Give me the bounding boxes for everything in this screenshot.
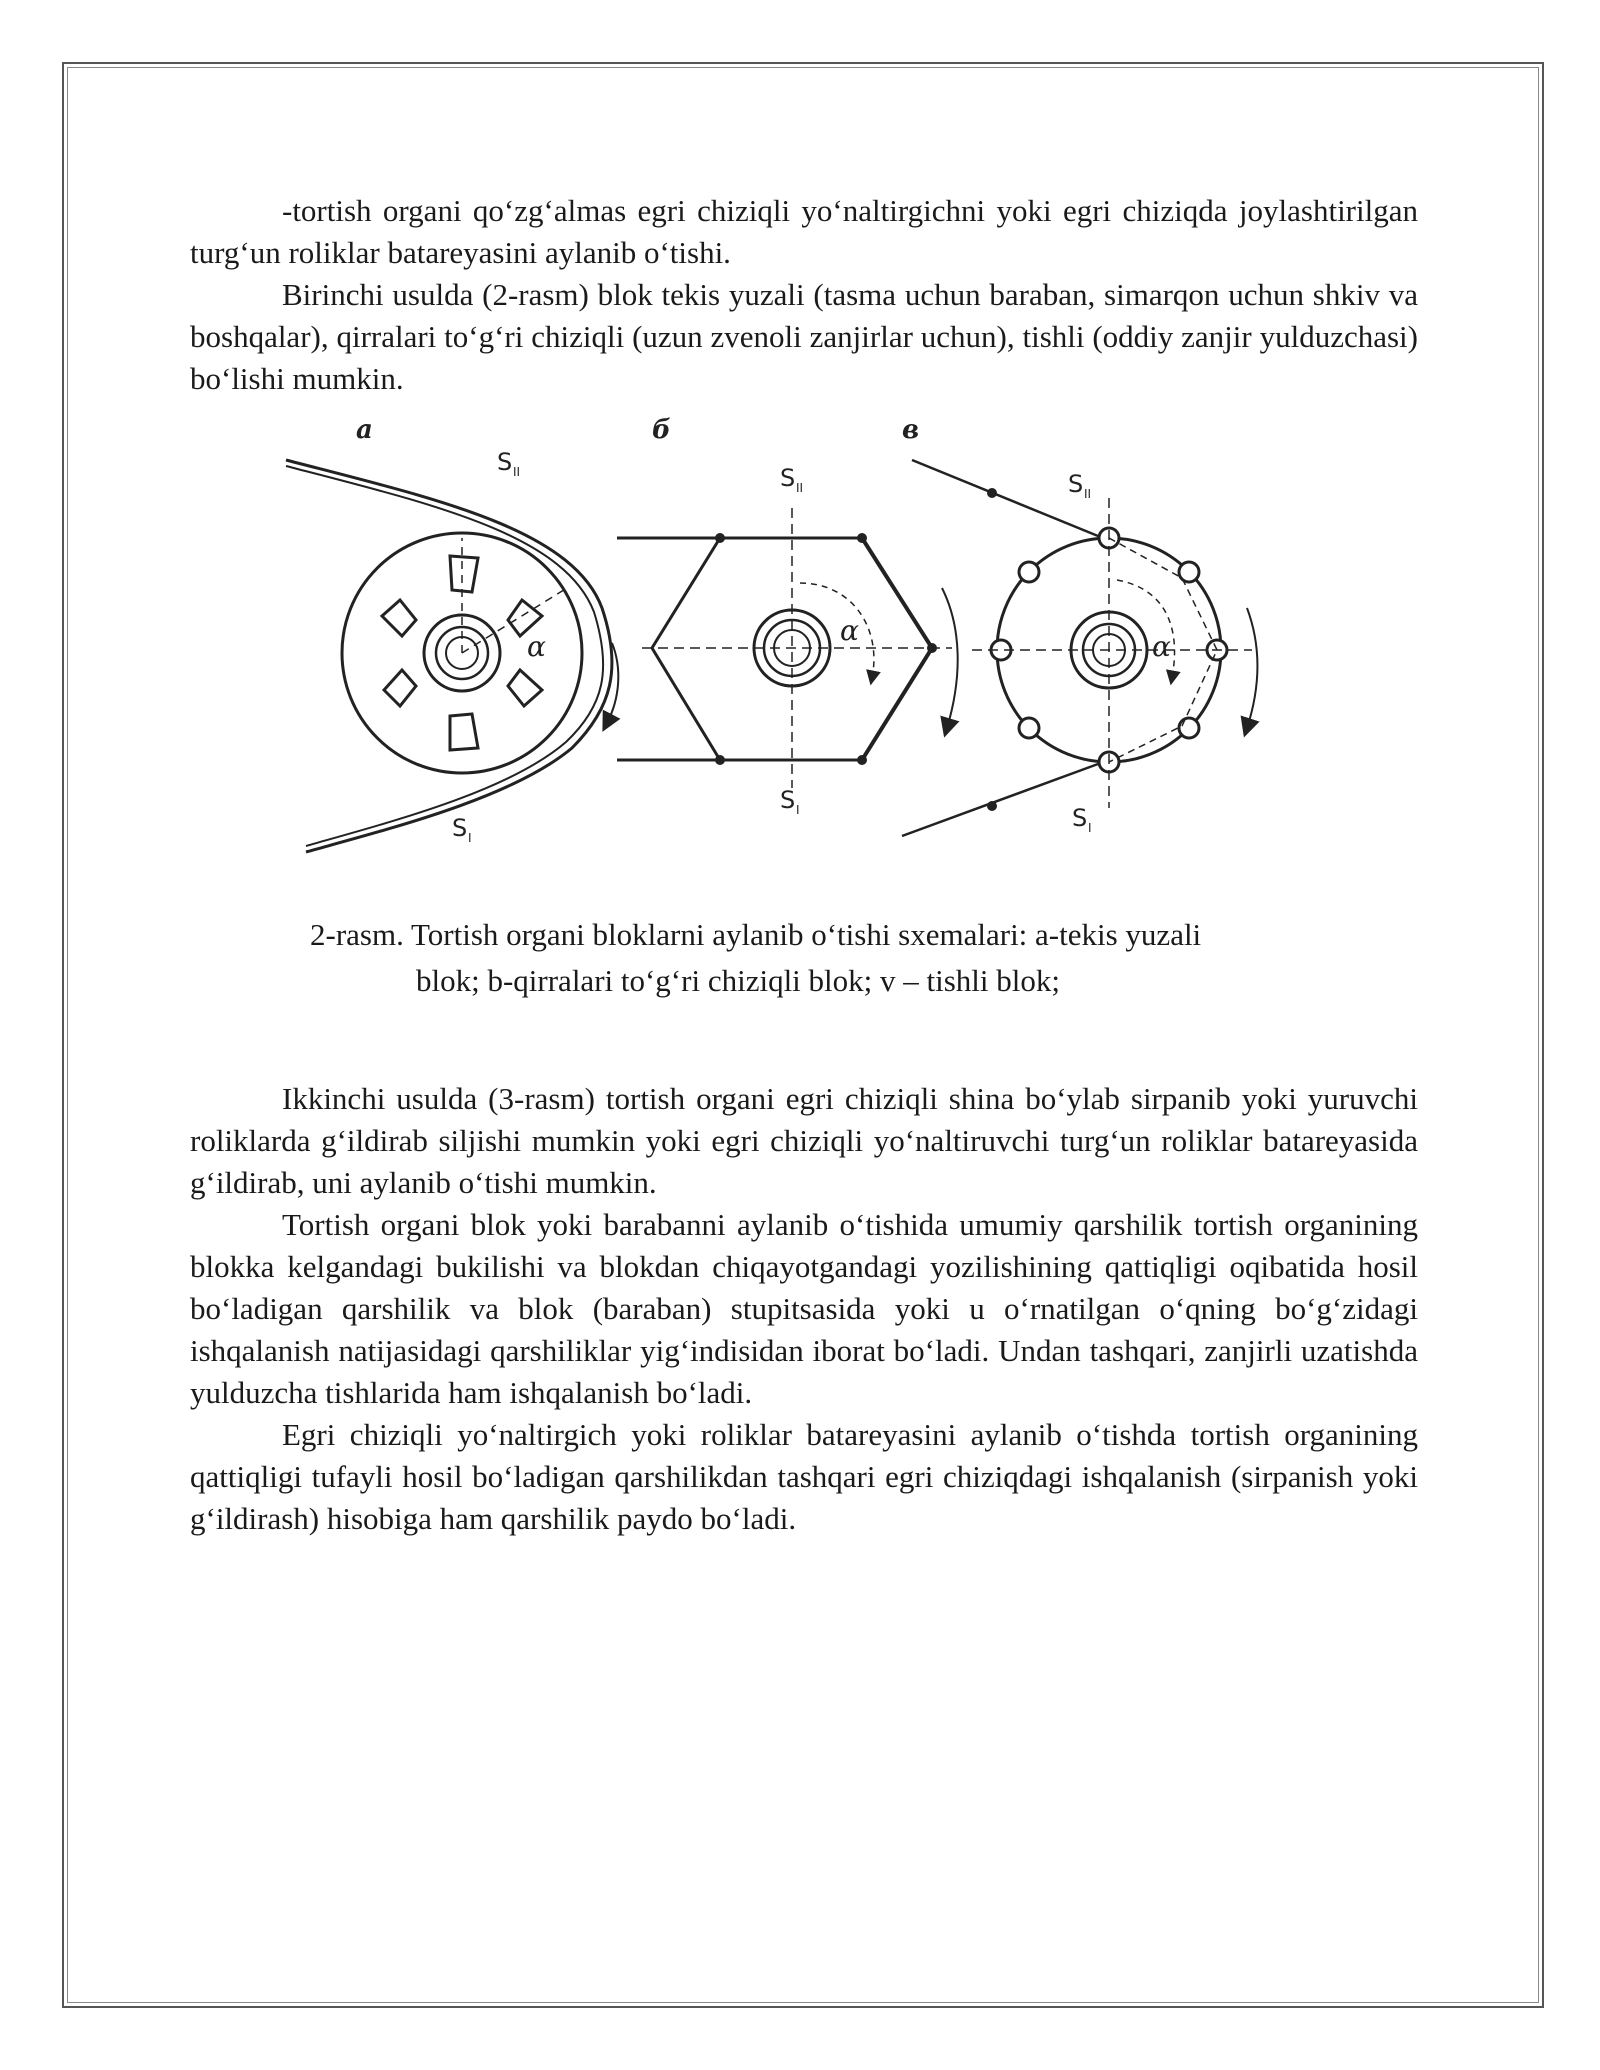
- force-sub-s2: II: [796, 481, 804, 495]
- belt-inner: [286, 466, 603, 846]
- angle-label: α: [527, 630, 546, 663]
- hexagon-block: [652, 538, 932, 760]
- figure-2: [272, 408, 1322, 868]
- chain-bottom: [902, 764, 1098, 836]
- figure-caption: [190, 912, 1418, 1004]
- angle-label: α: [840, 614, 859, 647]
- paragraph: Tortish organi blok yoki barabanni aylanib o‘tishida umumiy qarshilik tortish organining blokka kelgandagi bukilishi va blokdan chiqayotgandagi yozilishining qattiqligi oqibatida hosil bo‘ladigan qarshilik va blok (baraban) stupitsasida yoki u o‘rnatilgan o‘qning bo‘g‘zidagi ishqalanish natijasidagi qarshiliklar yig‘indisidan iborat bo‘ladi. Undan tashqari, zanjirli uzatishda yulduzcha tishlarida ham ishqalanish bo‘ladi.: [190, 1207, 1418, 1410]
- caption-line-2: blok; b-qirralari to‘g‘ri chiziqli blok; v – tishli blok;: [416, 963, 1061, 998]
- force-sub-s1: I: [1088, 821, 1092, 835]
- text-block-top: [190, 190, 1418, 400]
- force-label-s2: S: [780, 464, 796, 492]
- caption-line-1: 2-rasm. Tortish organi bloklarni aylanib o‘tishi sxemalari: a-tekis yuzali: [310, 917, 1202, 952]
- panel-label-a: а: [356, 415, 373, 445]
- panel-label-v: в: [902, 415, 920, 445]
- force-label-s1: S: [780, 786, 796, 814]
- block-schemes-diagram: [272, 408, 1322, 868]
- panel-label-b: б: [652, 415, 671, 445]
- force-label-s1: S: [1072, 804, 1088, 832]
- force-label-s2: S: [1068, 470, 1084, 498]
- paragraph: Egri chiziqli yo‘naltirgich yoki roliklar batareyasini aylanib o‘tishda tortish organining qattiqligi tufayli hosil bo‘ladigan qarshilikdan tashqari egri chiziqdagi ishqalanish (sirpanish yoki g‘ildirash) hisobiga ham qarshilik paydo bo‘ladi.: [190, 1417, 1418, 1536]
- force-label-s1: S: [452, 814, 468, 842]
- force-sub-s1: I: [796, 803, 800, 817]
- paragraph: Birinchi usulda (2-rasm) blok tekis yuzali (tasma uchun baraban, simarqon uchun shkiv va boshqalar), qirralari to‘g‘ri chiziqli (uzun zvenoli zanjirlar uchun), tishli (oddiy zanjir yulduzchasi) bo‘lishi mumkin.: [190, 277, 1418, 396]
- panel-a: [286, 415, 618, 852]
- force-label-s2: S: [497, 448, 513, 476]
- force-sub-s2: II: [1084, 487, 1092, 501]
- angle-label: α: [1152, 630, 1171, 663]
- paragraph: Ikkinchi usulda (3-rasm) tortish organi egri chiziqli shina bo‘ylab sirpanib yoki yuruvchi roliklarda g‘ildirab siljishi mumkin yoki egri chiziqli yo‘naltiruvchi turg‘un roliklar batareyasida g‘ildirab, uni aylanib o‘tishi mumkin.: [190, 1081, 1418, 1200]
- belt: [286, 460, 612, 852]
- paragraph: -tortish organi qo‘zg‘almas egri chiziqli yo‘naltirgichni yoki egri chiziqda joylashtirilgan turg‘un roliklar batareyasini aylanib o‘tishi.: [190, 193, 1418, 270]
- force-sub-s1: I: [468, 831, 472, 845]
- text-block-bottom: [190, 1078, 1418, 1540]
- force-sub-s2: II: [513, 465, 521, 479]
- panel-b: [617, 415, 958, 817]
